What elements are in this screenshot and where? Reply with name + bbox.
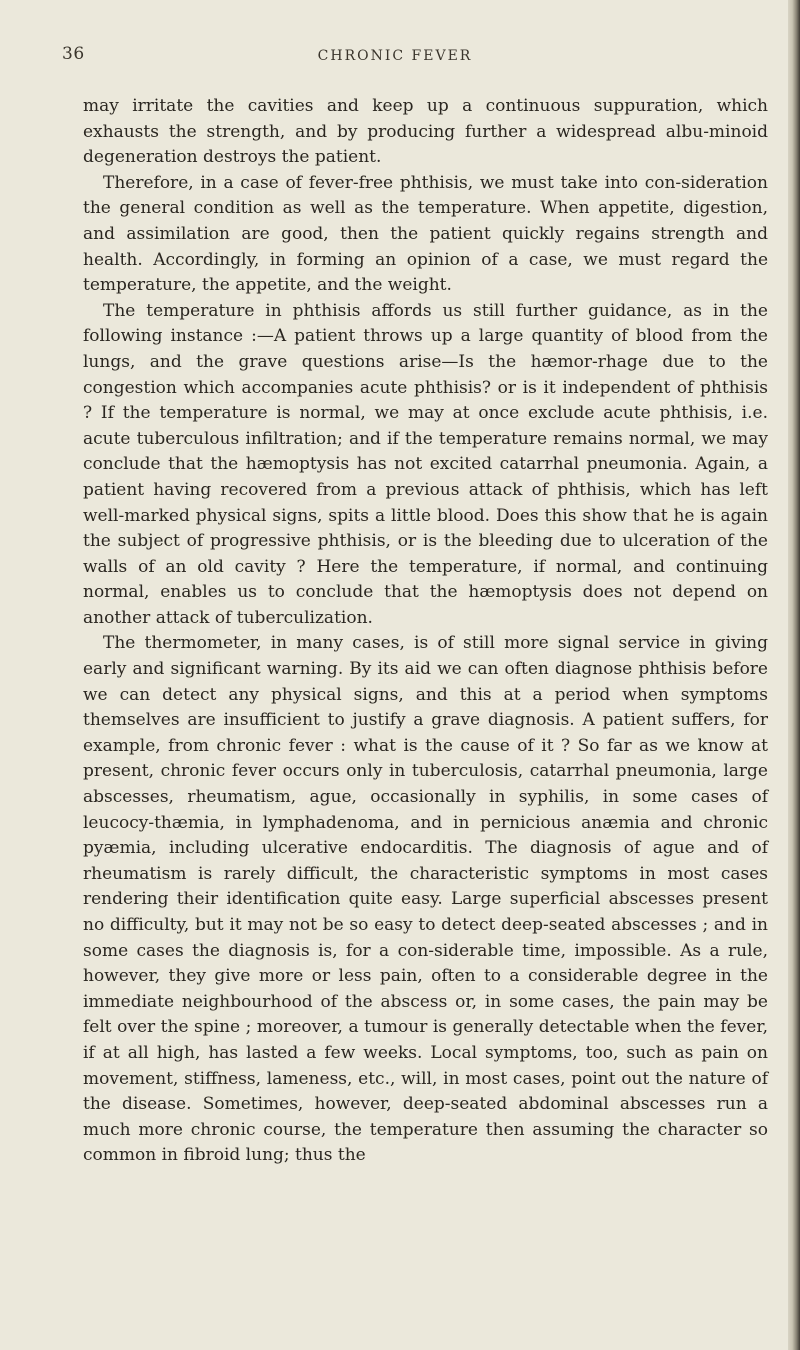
paragraph: The temperature in phthisis affords us still further guidance, as in the following instance :—A patient throws up a large quantity of blood from the lungs, and the grave questions arise—Is the hæmor-rhage due to the congestion which accompanies acute phthisis? or is it independent of phthisis ? If the temperature is normal, we may at once exclude acute phthisis, i.e. acute tuberculous infiltration; and if the temperature remains normal, we may conclude that the hæmoptysis has not excited catarrhal pneumonia. Again, a patient having recovered from a previous attack of phthisis, which has left well-marked physical signs, spits a little blood. Does this show that he is again the subject of progressive phthisis, or is the bleeding due to ulceration of the walls of an old cavity ? Here the temperature, if normal, and continuing normal, enables us to conclude that the hæmoptysis does not depend on another attack of tuberculization. bbox=[83, 300, 768, 628]
paragraph: Therefore, in a case of fever-free phthisis, we must take into con-sideration the general condition as well as the temperature. When appetite, digestion, and assimilation are good, then the patient quickly regains strength and health. Accordingly, in forming an opinion of a case, we must regard the temperature, the appetite, and the weight. bbox=[83, 172, 768, 296]
book-spine-edge bbox=[788, 0, 800, 1350]
running-head: CHRONIC FEVER bbox=[317, 48, 473, 64]
body-text bbox=[83, 94, 768, 1169]
paragraph: may irritate the cavities and keep up a continuous suppuration, which exhausts the strength, and by producing further a widespread albu-minoid degeneration destroys the patient. bbox=[83, 96, 768, 168]
page-number: 36 bbox=[62, 44, 85, 64]
paragraph: The thermometer, in many cases, is of still more signal service in giving early and significant warning. By its aid we can often diagnose phthisis before we can detect any physical signs, and this at a period when symptoms themselves are insufficient to justify a grave diagnosis. A patient suffers, for example, from chronic fever : what is the cause of it ? So far as we know at present, chronic fever occurs only in tuberculosis, catarrhal pneumonia, large abscesses, rheumatism, ague, occasionally in syphilis, in some cases of leucocy-thæmia, in lymphadenoma, and in pernicious anæmia and chronic pyæmia, including ulcerative endocarditis. The diagnosis of ague and of rheumatism is rarely difficult, the characteristic symptoms in most cases rendering their identification quite easy. Large superficial abscesses present no difficulty, but it may not be so easy to detect deep-seated abscesses ; and in some cases the diagnosis is, for a con-siderable time, impossible. As a rule, however, they give more or less pain, often to a considerable degree in the immediate neighbourhood of the abscess or, in some cases, the pain may be felt over the spine ; moreover, a tumour is generally detectable when the fever, if at all high, has lasted a few weeks. Local symptoms, too, such as pain on movement, stiffness, lameness, etc., will, in most cases, point out the nature of the disease. Sometimes, however, deep-seated abdominal abscesses run a much more chronic course, the temperature then assuming the character so common in fibroid lung; thus the bbox=[83, 633, 768, 1166]
page-header bbox=[0, 44, 790, 74]
